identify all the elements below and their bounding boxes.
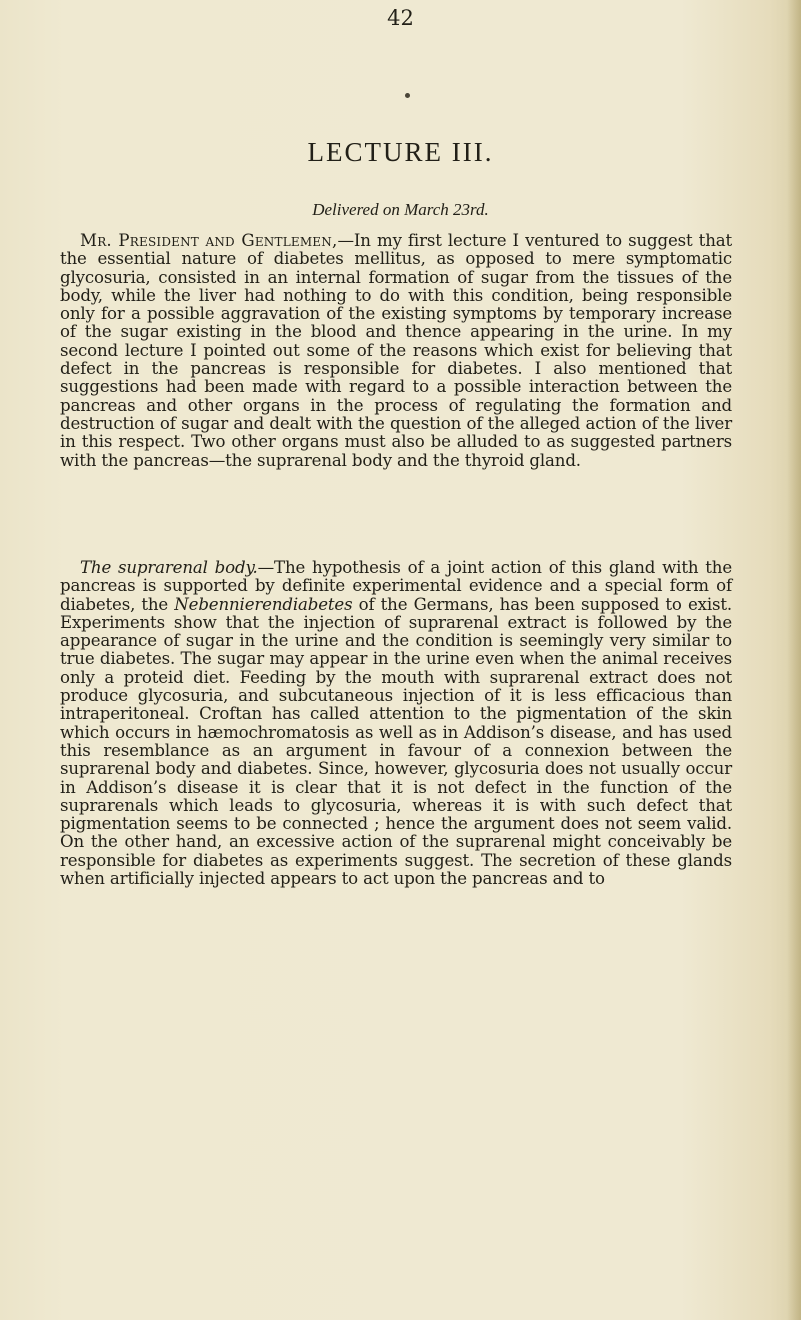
paragraph-text: —The hypothesis of a joint action of this gland with the pancreas is supported by definite experimental evidence and a special form of diabetes, the <box>60 558 732 614</box>
ink-speck <box>405 93 410 98</box>
lecture-heading: LECTURE III. <box>307 137 494 167</box>
paragraph-introduction <box>60 232 732 470</box>
page-edge-shadow <box>787 0 801 1320</box>
german-term: Nebennierendiabetes <box>174 594 353 614</box>
page-number: 42 <box>387 6 414 30</box>
paragraph-text: —In my first lecture I ventured to suggest that the essential nature of diabetes mellitus, as opposed to mere symptomatic glycosuria, consisted in an internal formation of sugar from the tissues of the body, while the liver had nothing to do with this condition, being responsible only for a possible aggravation of the existing symptoms by temporary increase of the sugar existing in the blood and thence appearing in the urine. In my second lecture I pointed out some of the reasons which exist for believing that defect in the pancreas is responsible for diabetes. I also mentioned that suggestions had been made with regard to a possible interaction between the pancreas and other organs in the process of regulating the formation and destruction of sugar and dealt with the question of the alleged action of the liver in this respect. Two other organs must also be alluded to as suggested partners with the pancreas—the suprarenal body and the thyroid gland. <box>60 231 732 470</box>
salutation: Mr. President and Gentlemen, <box>80 231 338 250</box>
paragraph-text-continued: of the Germans, has been supposed to exist. Experiments show that the injection of suprarenal extract is followed by the appearance of sugar in the urine and the condition is seemingly very similar to true diabetes. The sugar may appear in the urine even when the animal receives only a proteid diet. Feeding by the mouth with suprarenal extract does not produce glycosuria, and subcutaneous injection of it is less efficacious than intraperitoneal. Croftan has called attention to the pigmentation of the skin which occurs in hæmochromatosis as well as in Addison’s disease, and has used this resemblance as an argument in favour of a connexion between the suprarenal body and diabetes. Since, however, glycosuria does not usually occur in Addison’s disease it is clear that it is not defect in the function of the suprarenals which leads to glycosuria, whereas it is with such defect that pigmentation seems to be connected ; hence the argument does not seem valid. On the other hand, an excessive action of the suprarenal might conceivably be responsible for diabetes as experiments suggest. The secretion of these glands when artificially injected appears to act upon the pancreas and to <box>60 594 733 889</box>
delivery-date-line: Delivered on March 23rd. <box>312 200 489 219</box>
paragraph-suprarenal <box>60 559 732 888</box>
section-title: The suprarenal body. <box>80 558 258 577</box>
